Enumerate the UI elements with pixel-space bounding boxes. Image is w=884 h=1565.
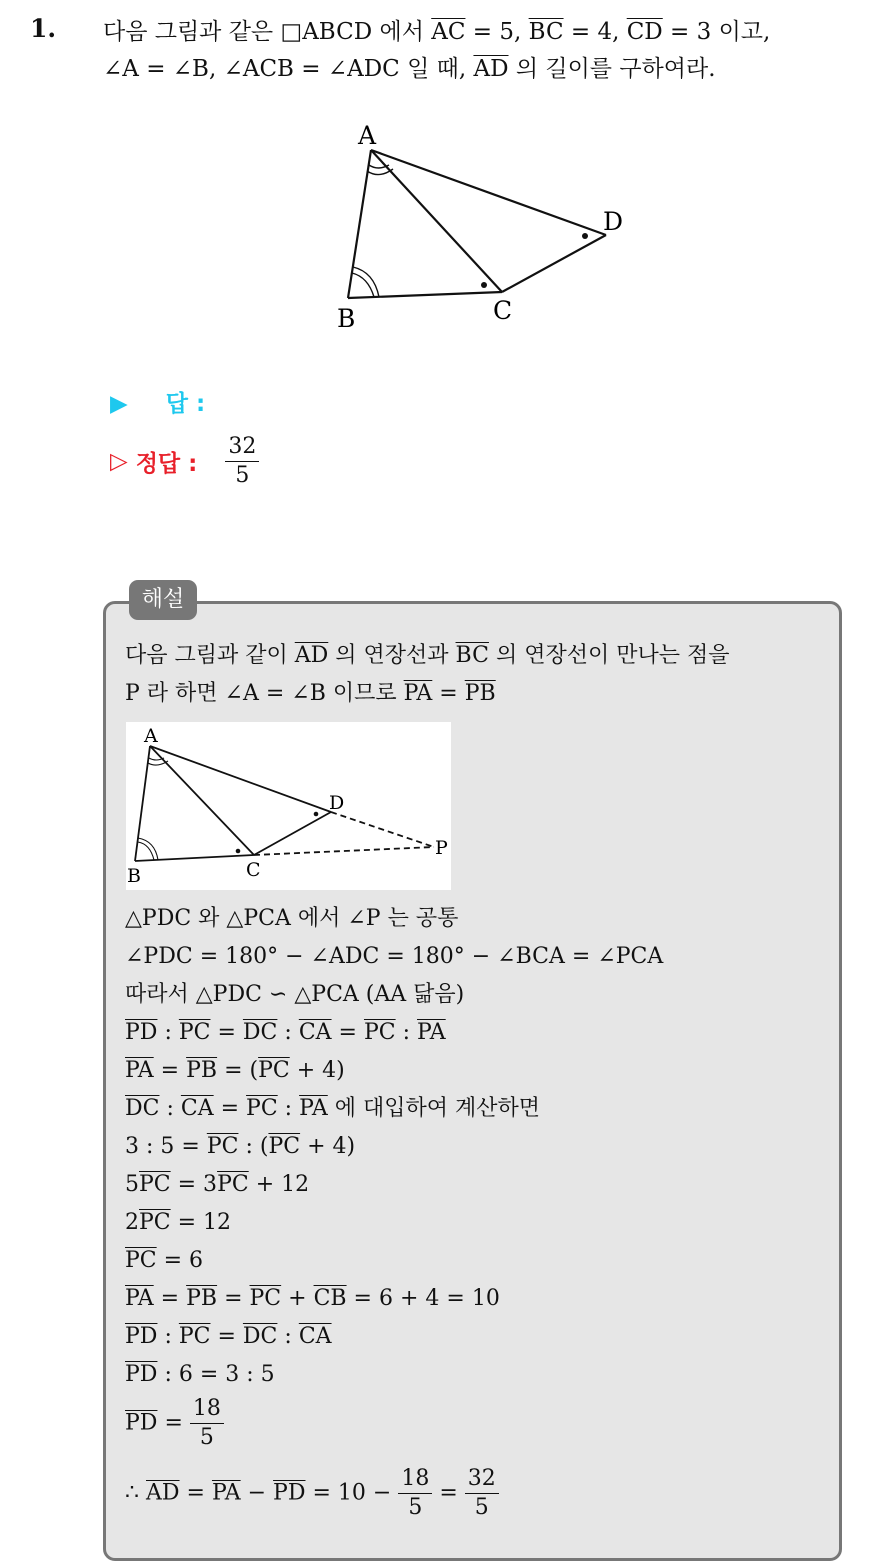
solution-step-15: ∴ $\overline{AD} = \overline{PA} - \overline{PD} = 10$ − $\frac{18}{5}$ = $\frac{32}{5}$ (125, 1465, 499, 1522)
solution-figure (126, 722, 451, 890)
angle-mark-b (352, 273, 374, 297)
quad-edge-da (371, 150, 606, 235)
sol-edge-cd (254, 812, 331, 855)
solution-step-4: $\overline{PD}$ : $\overline{PC} = \overline{DC}$ : $\overline{CA} = \overline{PC}$ : $\overline{PA}$ (125, 1020, 446, 1045)
solution-step-2: ∠PDC = 180° − ∠ADC = 180° − ∠BCA = ∠PCA (125, 944, 664, 969)
quad-edge-bc (348, 292, 502, 298)
sol-dashed-cp (254, 847, 434, 855)
solution-step-8: $5\overline{PC} = 3\overline{PC} + 12$ (125, 1172, 310, 1197)
problem-line-2: ∠A = ∠B, ∠ACB = ∠ADC 일 때, $\overline{AD}$ 의 길이를 구하여라. (103, 56, 716, 82)
solution-step-3: 따라서 △PDC ∽ △PCA (AA 닮음) (125, 982, 465, 1007)
solution-step-12: $\overline{PD}$ : $\overline{PC} = \overline{DC}$ : $\overline{CA}$ (125, 1324, 332, 1349)
answer-label: 답 : (165, 391, 206, 417)
sol-label-p: P (435, 837, 448, 859)
solution-step-7: 3 : $5 = \overline{PC}$ : $(\overline{PC} + 4)$ (125, 1134, 356, 1159)
solution-step-13: $\overline{PD}$ : 6 = 3 : 5 (125, 1362, 275, 1387)
solution-step-1: △PDC 와 △PCA 에서 ∠P 는 공통 (125, 906, 459, 931)
answer-row (110, 385, 205, 418)
solution-step-11: $\overline{PA} = \overline{PB} = \overline{PC} + \overline{CB} = 6 + 4 = 10$ (125, 1286, 500, 1311)
angle-dot-c (481, 282, 487, 288)
sol-angle-dot-d (314, 812, 319, 817)
correct-answer-label: 정답 : (135, 451, 198, 477)
correct-arrow-icon: ▷ (110, 448, 128, 475)
sol-label-b: B (127, 865, 141, 887)
problem-line-1: 다음 그림과 같은 □ABCD 에서 $\overline{AC} = 5$, $\overline{BC} = 4$, $\overline{CD} = 3$ 이고, (103, 19, 771, 45)
correct-answer-value: $\frac{32}{5}$ (225, 433, 259, 490)
sol-label-a: A (144, 725, 158, 747)
correct-answer-row (110, 433, 259, 490)
solution-intro-2: P 라 하면 ∠A = ∠B 이므로 $\overline{PA} = \overline{PB}$ (125, 681, 496, 706)
vertex-label-a: A (358, 121, 377, 150)
sol-label-c: C (246, 859, 261, 881)
quad-edge-cd (502, 235, 606, 292)
vertex-label-d: D (603, 207, 624, 236)
sol-angle-dot-c (236, 849, 241, 854)
solution-step-9: $2\overline{PC} = 12$ (125, 1210, 232, 1235)
sol-label-d: D (329, 792, 345, 814)
solution-step-14: $\overline{PD}$ = $\frac{18}{5}$ (125, 1395, 224, 1452)
vertex-label-c: C (493, 296, 513, 325)
sol-angle-mark-b-inner (138, 838, 158, 860)
angle-dot-d (582, 233, 588, 239)
solution-intro-1: 다음 그림과 같이 $\overline{AD}$ 의 연장선과 $\overline{BC}$ 의 연장선이 만나는 점을 (125, 643, 730, 668)
problem-number: 1. (30, 14, 57, 43)
vertex-label-b: B (337, 304, 356, 333)
solution-step-6: $\overline{DC}$ : $\overline{CA} = \overline{PC}$ : $\overline{PA}$ 에 대입하여 계산하면 (125, 1096, 541, 1121)
solution-step-5: $\overline{PA} = \overline{PB} = (\overline{PC} + 4)$ (125, 1058, 345, 1083)
sol-dashed-dp (331, 812, 434, 847)
solution-tag: 해설 (129, 580, 197, 620)
problem-figure (330, 115, 640, 340)
answer-arrow-icon: ▶ (110, 391, 128, 417)
sol-edge-da (150, 746, 331, 812)
solution-step-10: $\overline{PC} = 6$ (125, 1248, 204, 1273)
